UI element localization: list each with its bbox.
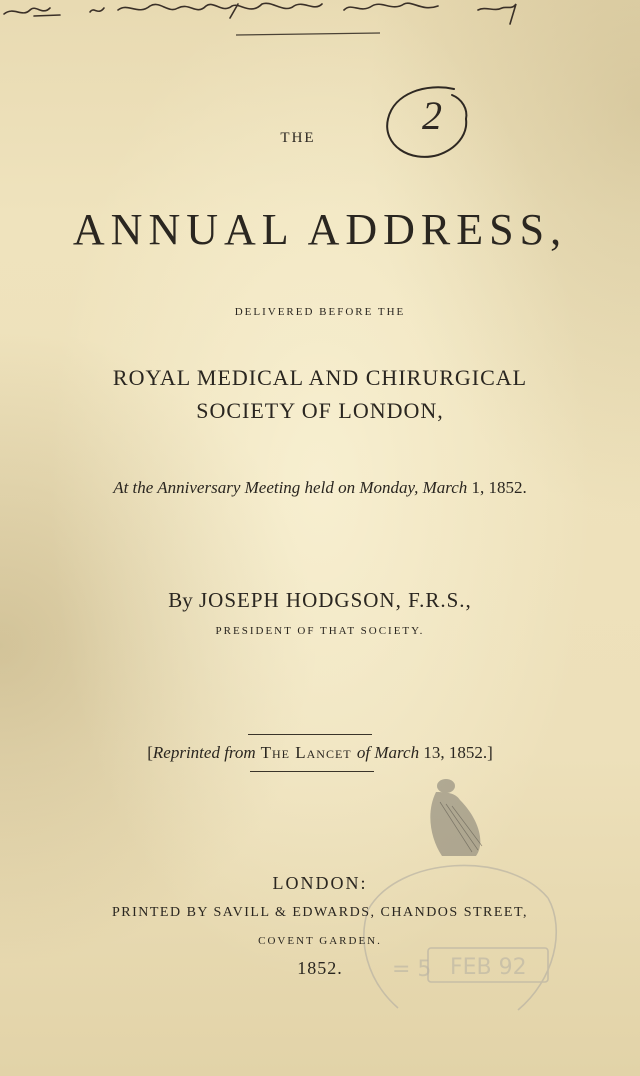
imprint-printer: PRINTED BY SAVILL & EDWARDS, CHANDOS STREET, xyxy=(111,905,528,920)
delivered-line: DELIVERED BEFORE THE xyxy=(234,306,406,318)
meeting-line xyxy=(0,478,640,498)
page-title: ANNUAL ADDRESS, xyxy=(72,205,568,254)
meeting-text: At the Anniversary Meeting held on Monday, March xyxy=(113,478,468,497)
imprint-london: LONDON: xyxy=(272,873,368,893)
reprint-journal: The Lancet xyxy=(255,743,357,762)
svg-text:= 5: = 5 xyxy=(392,957,432,982)
author-line xyxy=(0,588,640,613)
president-line: PRESIDENT OF THAT SOCIETY. xyxy=(215,625,425,637)
by-word: By xyxy=(168,588,193,612)
handwritten-number: 2 xyxy=(422,93,442,138)
heading-the: THE xyxy=(280,130,316,146)
reprint-bracket-open: [ xyxy=(147,743,153,762)
svg-text:FEB 92: FEB 92 xyxy=(450,955,527,980)
divider-bottom xyxy=(250,771,374,772)
author-name: JOSEPH HODGSON, F.R.S., xyxy=(192,588,472,612)
handwritten-inscription-icon xyxy=(0,0,640,45)
reprint-close: 13, 1852.] xyxy=(419,743,493,762)
imprint-covent-garden: COVENT GARDEN. xyxy=(258,935,382,947)
imprint-year: 1852. xyxy=(297,958,343,978)
reprint-line xyxy=(0,743,640,763)
reprint-italic-2: of March xyxy=(356,743,420,762)
divider-top xyxy=(248,734,372,735)
meeting-date: 1, 1852. xyxy=(467,478,527,497)
eagle-emblem-icon xyxy=(416,772,496,860)
society-name-line2: SOCIETY OF LONDON, xyxy=(196,398,444,423)
society-name-line1: ROYAL MEDICAL AND CHIRURGICAL xyxy=(112,365,528,390)
reprint-italic-1: Reprinted from xyxy=(152,743,256,762)
